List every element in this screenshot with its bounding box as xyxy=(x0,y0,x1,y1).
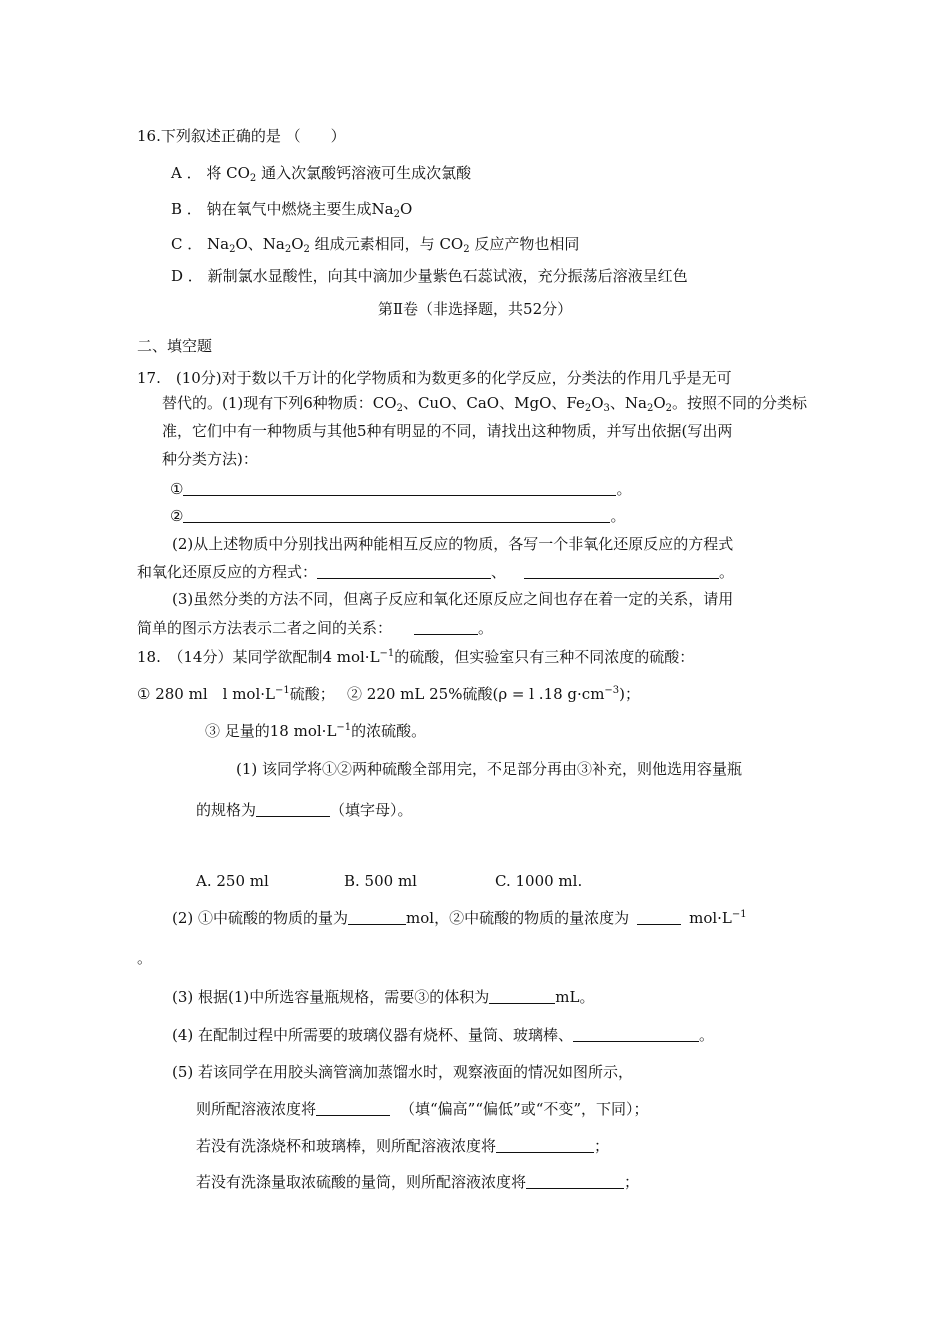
q17-line-3: 准，它们中有一种物质与其他5种有明显的不同，请找出这种物质，并写出依据(写出两 xyxy=(162,422,733,440)
q17-part3-line-2: 简单的图示方法表示二者之间的关系： 。 xyxy=(137,619,494,637)
q18-part3: (3) 根据(1)中所选容量瓶规格，需要③的体积为 mL。 xyxy=(172,988,595,1006)
q17-blank-1-row: ① 。 xyxy=(170,480,632,498)
q17-line-2: 替代的。(1)现有下列6种物质：$CO_2$、CuO、CaO、MgO、$Fe_2O_3$、$Na_2O_2$。按照不同的分类标 xyxy=(162,394,808,414)
q18-blank-flask[interactable] xyxy=(256,802,330,817)
q17-line-1: 17. (10分)对于数以千万计的化学物质和为数更多的化学反应，分类法的作用几乎是无可 xyxy=(137,369,732,387)
q17-blank-nonredox[interactable] xyxy=(317,564,491,579)
q17-blank-1[interactable] xyxy=(183,481,616,496)
q18-part5-line-4: 若没有洗涤量取浓硫酸的量筒，则所配溶液浓度将 ； xyxy=(196,1173,640,1191)
q17-part2-line-1: (2)从上述物质中分别找出两种能相互反应的物质，各写一个非氧化还原反应的方程式 xyxy=(172,535,734,553)
q18-stem: 18. （14分）某同学欲配制4 $mol\cdot L^{-1}$的硫酸，但实验室只有三种不同浓度的硫酸： xyxy=(137,648,695,666)
q17-part3-line-1: (3)虽然分类的方法不同，但离子反应和氧化还原反应之间也存在着一定的关系，请用 xyxy=(172,590,734,608)
q18-items-1-2: ① 280 ml l $mol\cdot L^{-1}$硫酸； ② 220 mL 25%硫酸(ρ = l .18 $g\cdot cm^{-3}$)； xyxy=(137,685,641,703)
section-heading: 二、填空题 xyxy=(137,337,213,355)
q17-blank-diagram[interactable] xyxy=(414,620,478,635)
q18-blank-glassware[interactable] xyxy=(573,1027,699,1042)
q17-blank-2[interactable] xyxy=(183,508,610,523)
q18-part5-line-3: 若没有洗涤烧杯和玻璃棒，则所配溶液浓度将 ； xyxy=(196,1137,610,1155)
q18-part4: (4) 在配制过程中所需要的玻璃仪器有烧杯、量筒、玻璃棒、 。 xyxy=(172,1026,715,1044)
q16-stem: 16.下列叙述正确的是 （ ） xyxy=(137,127,346,145)
q18-blank-volume[interactable] xyxy=(489,989,555,1004)
q18-blank-effect-2[interactable] xyxy=(496,1138,594,1153)
q16-option-b: B ． 钠在氧气中燃烧主要生成$Na_2O$ xyxy=(171,200,413,220)
q18-part5-line-2: 则所配溶液浓度将 （填“偏高”“偏低”或“不变”，下同）； xyxy=(196,1100,649,1118)
q16-option-a: A ． 将 $CO_2$ 通入次氯酸钙溶液可生成次氯酸 xyxy=(171,164,472,184)
q18-part1-line-1: (1) 该同学将①②两种硫酸全部用完，不足部分再由③补充，则他选用容量瓶 xyxy=(236,760,743,778)
section-title: 第Ⅱ卷（非选择题，共52分） xyxy=(377,300,573,318)
q18-option-a: A. 250 ml xyxy=(196,872,269,890)
q18-blank-concentration[interactable] xyxy=(637,910,681,925)
q16-option-c: C ． $Na_2O$、$Na_2O_2$ 组成元素相同，与 $CO_2$ 反应产物也相同 xyxy=(171,235,580,255)
q18-blank-amount[interactable] xyxy=(348,910,406,925)
q17-line-4: 种分类方法)： xyxy=(162,450,258,468)
q18-part2: (2) ①中硫酸的物质的量为 mol，②中硫酸的物质的量浓度为 $mol\cdot L^{-1}$ xyxy=(172,909,747,927)
q18-option-c: C. 1000 ml. xyxy=(495,872,583,890)
q18-part1-line-2: 的规格为 （填字母）。 xyxy=(196,801,413,819)
q18-blank-effect-1[interactable] xyxy=(316,1101,390,1116)
q18-part2-period: 。 xyxy=(137,949,153,967)
q18-option-b: B. 500 ml xyxy=(344,872,417,890)
q18-item-3: ③ 足量的18 $mol\cdot L^{-1}$的浓硫酸。 xyxy=(205,722,427,740)
q17-part2-line-2: 和氧化还原反应的方程式： 、 。 xyxy=(137,563,735,581)
q16-option-d: D ． 新制氯水显酸性，向其中滴加少量紫色石蕊试液，充分振荡后溶液呈红色 xyxy=(171,267,688,285)
q17-blank-2-row: ② 。 xyxy=(170,507,626,525)
q18-blank-effect-3[interactable] xyxy=(526,1174,624,1189)
q18-part5-line-1: (5) 若该同学在用胶头滴管滴加蒸馏水时，观察液面的情况如图所示， xyxy=(172,1063,634,1081)
q17-blank-redox[interactable] xyxy=(524,564,719,579)
